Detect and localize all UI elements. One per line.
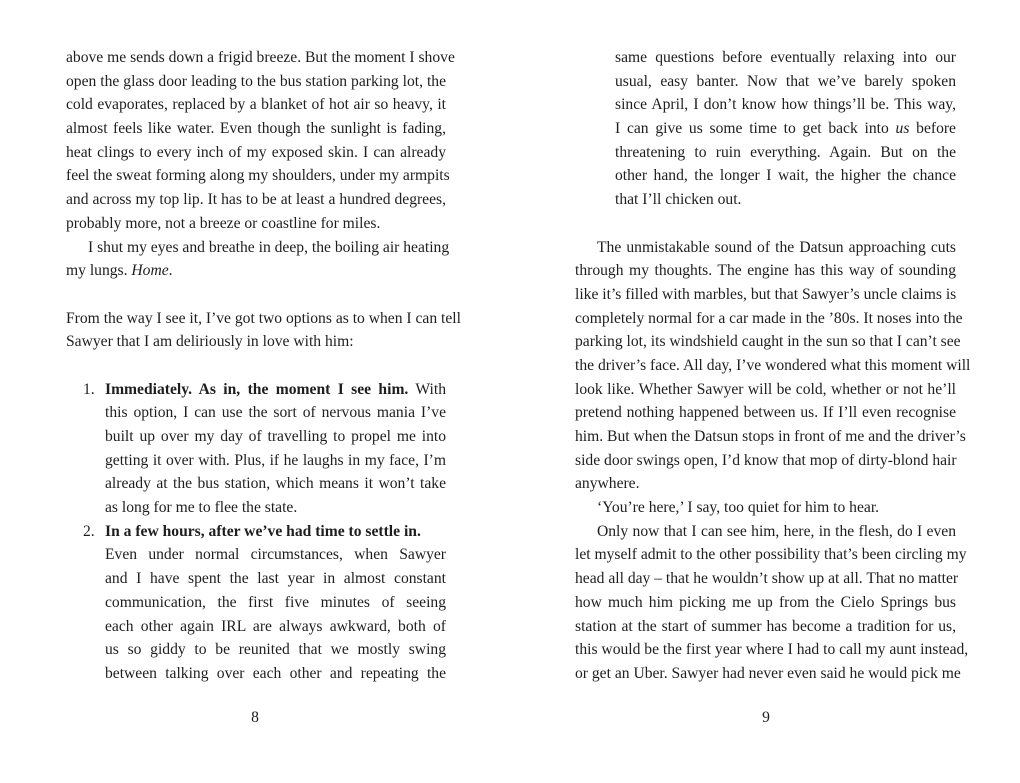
text-fragment: I can give us some time to get back into bbox=[615, 120, 896, 138]
text-line: I shut my eyes and breathe in deep, the boiling air heating bbox=[88, 238, 450, 256]
text-line: and I have spent the last year in almost constant bbox=[105, 570, 446, 588]
text-fragment: . bbox=[168, 262, 173, 280]
text-line bbox=[83, 378, 446, 402]
text-line: anywhere. bbox=[575, 475, 640, 493]
text-line: us so giddy to be reunited that we mostly swing bbox=[105, 641, 446, 659]
text-line: already at the bus station, which means it won’t take bbox=[105, 475, 446, 493]
italic-text: Home bbox=[131, 262, 169, 280]
text-line: as long for me to flee the state. bbox=[105, 499, 298, 517]
text-line: the driver’s face. All day, I’ve wondered what this moment will bbox=[575, 356, 971, 374]
right-paragraph-1 bbox=[575, 236, 971, 497]
text-line: usual, easy banter. Now that we’ve barely spoken bbox=[615, 72, 956, 90]
bold-text: Immediately. As in, the moment I see him. bbox=[105, 380, 409, 398]
list-item-2 bbox=[66, 520, 446, 686]
text-line: Sawyer that I am deliriously in love with him: bbox=[66, 333, 354, 351]
text-line: above me sends down a frigid breeze. But the moment I shove bbox=[66, 49, 455, 66]
text-line: almost feels like water. Even though the sunlight is fading, bbox=[66, 120, 446, 138]
text-line bbox=[66, 259, 446, 283]
list-spacer bbox=[66, 354, 446, 378]
text-line: look like. Whether Sawyer will be cold, whether or not he’ll bbox=[575, 380, 956, 398]
text-line: that I’ll chicken out. bbox=[615, 191, 742, 209]
text-line: communication, the first five minutes of seeing bbox=[105, 593, 446, 611]
right-paragraph-3 bbox=[575, 520, 969, 686]
text-line: let myself admit to the other possibility that’s been circling my bbox=[575, 546, 967, 564]
text-line: head all day – that he wouldn’t show up at all. That no matter bbox=[575, 570, 959, 588]
right-page bbox=[575, 46, 971, 686]
text-line: side door swings open, I’d know that mop of dirty-blond hair bbox=[575, 451, 957, 469]
text-line: feel the sweat forming along my shoulders, under my armpits bbox=[66, 167, 450, 185]
left-paragraph-3 bbox=[66, 307, 461, 354]
text-line: getting it over with. Plus, if he laughs in my face, I’m bbox=[105, 451, 446, 469]
text-line: like it’s filled with marbles, but that Sawyer’s uncle claims is bbox=[575, 285, 957, 303]
text-line: Only now that I can see him, here, in the flesh, do I even bbox=[597, 522, 956, 540]
list-number: 1. bbox=[83, 380, 95, 398]
text-line: station at the start of summer has become a tradition for us, bbox=[575, 617, 956, 635]
text-line: each other again IRL are always awkward, both of bbox=[105, 617, 446, 635]
text-line: how much him picking me up from the Cielo Springs bus bbox=[575, 593, 956, 611]
italic-text: us bbox=[895, 120, 910, 138]
text-line bbox=[615, 117, 956, 141]
text-line: him. But when the Datsun stops in front of me and the driver’s bbox=[575, 428, 966, 445]
section-break bbox=[66, 283, 446, 307]
text-line: Even under normal circumstances, when Sawyer bbox=[105, 546, 446, 564]
text-line: From the way I see it, I’ve got two options as to when I can tell bbox=[66, 309, 461, 327]
text-line: since April, I don’t know how things’ll be. This way, bbox=[615, 96, 956, 114]
text-line: The unmistakable sound of the Datsun approaching cuts bbox=[597, 238, 956, 256]
list-item-1 bbox=[66, 378, 446, 520]
text-line: same questions before eventually relaxing into our bbox=[615, 49, 956, 66]
text-line: built up over my day of travelling to propel me into bbox=[105, 428, 446, 445]
text-line: pretend nothing happened between us. If I’ll even recognise bbox=[575, 404, 956, 422]
list-number: 2. bbox=[83, 522, 95, 540]
text-line: and across my top lip. It has to be at least a hundred degrees, bbox=[66, 191, 446, 209]
text-fragment: my lungs. bbox=[66, 262, 128, 280]
options-list bbox=[66, 378, 446, 686]
text-line: open the glass door leading to the bus station parking lot, the bbox=[66, 72, 446, 90]
page-number-right: 9 bbox=[762, 709, 770, 726]
text-line: or get an Uber. Sawyer had never even said he would pick me bbox=[575, 664, 961, 682]
text-line: this would be the first year where I had to call my aunt instead, bbox=[575, 641, 969, 659]
list-end-spacer bbox=[575, 212, 956, 236]
right-paragraph-2 bbox=[575, 496, 956, 520]
text-line: other hand, the longer I wait, the higher the chance bbox=[615, 167, 956, 185]
left-paragraph-2 bbox=[66, 236, 450, 283]
text-fragment: With bbox=[408, 380, 446, 398]
text-line: parking lot, its windshield caught in the sun so that I can’t see bbox=[575, 333, 961, 351]
text-line: threatening to ruin everything. Again. But on the bbox=[615, 143, 956, 161]
left-paragraph-1 bbox=[66, 46, 455, 236]
text-line: heat clings to every inch of my exposed skin. I can already bbox=[66, 143, 446, 161]
text-line: probably more, not a breeze or coastline for miles. bbox=[66, 214, 381, 232]
text-line: ‘You’re here,’ I say, too quiet for him to hear. bbox=[597, 499, 880, 517]
text-fragment: before bbox=[909, 120, 956, 138]
text-line: this option, I can use the sort of nervous mania I’ve bbox=[105, 404, 446, 422]
continued-list-item-2 bbox=[615, 46, 956, 212]
page-number-left: 8 bbox=[251, 709, 259, 726]
text-line bbox=[83, 520, 446, 544]
text-line: cold evaporates, replaced by a blanket of hot air so heavy, it bbox=[66, 96, 446, 114]
text-line: between talking over each other and repeating the bbox=[105, 664, 446, 682]
bold-text: In a few hours, after we’ve had time to settle in. bbox=[105, 522, 421, 540]
text-line: completely normal for a car made in the ’80s. It noses into the bbox=[575, 309, 963, 327]
text-line: through my thoughts. The engine has this way of sounding bbox=[575, 262, 956, 280]
left-page bbox=[66, 46, 461, 686]
